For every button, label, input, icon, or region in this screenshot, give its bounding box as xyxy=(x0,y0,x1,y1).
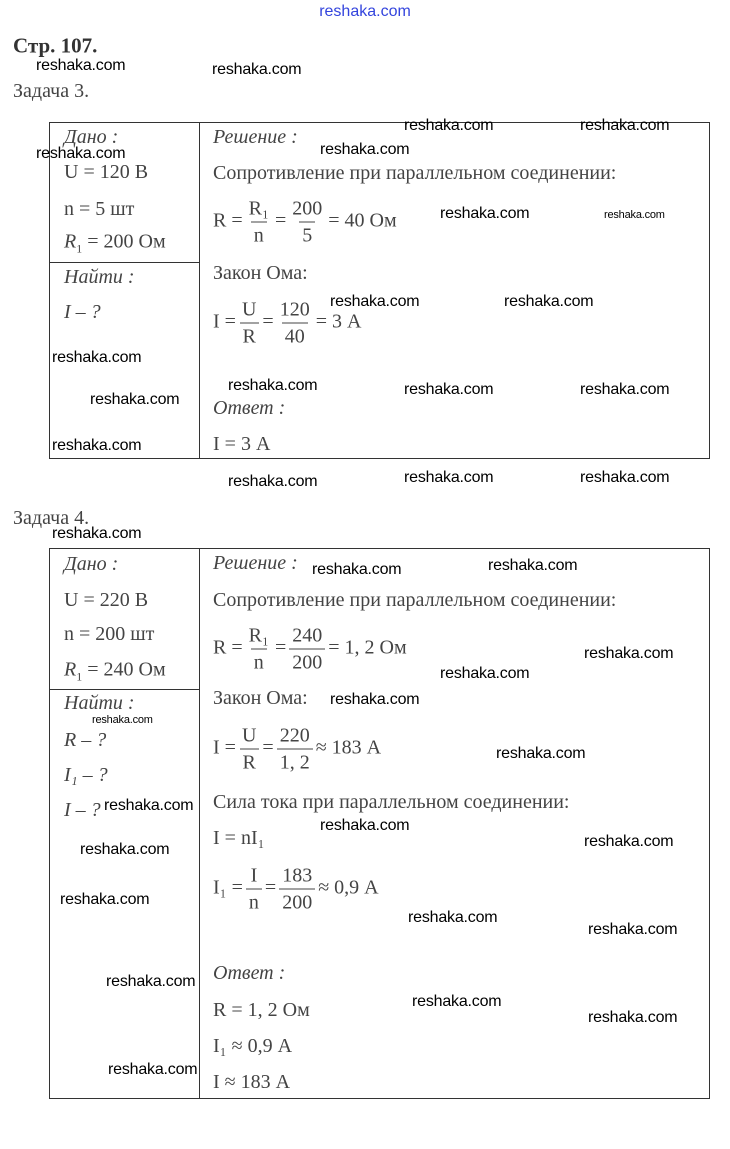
watermark: reshaka.com xyxy=(488,557,578,574)
formula-lhs: I = xyxy=(213,736,236,759)
task4-find-item: I₁ – ? xyxy=(64,764,108,786)
task3-formula1 xyxy=(213,196,397,249)
task4-find-item: I – ? xyxy=(64,799,101,821)
equals: = xyxy=(264,876,277,899)
formula-lhs: I = xyxy=(213,310,236,333)
watermark: reshaka.com xyxy=(60,891,150,908)
r-subscript: 1 xyxy=(76,669,83,684)
watermark: reshaka.com xyxy=(92,714,153,726)
denominator: 40 xyxy=(282,323,308,350)
watermark: reshaka.com xyxy=(588,1009,678,1026)
denominator: 200 xyxy=(289,649,325,676)
task4-answer: R = 1, 2 Ом xyxy=(213,999,310,1021)
task4-divider xyxy=(199,548,200,1098)
fraction xyxy=(246,196,272,249)
task3-given-item: U = 120 В xyxy=(64,161,149,183)
watermark: reshaka.com xyxy=(228,473,318,490)
watermark: reshaka.com xyxy=(404,469,494,486)
watermark: reshaka.com xyxy=(504,293,594,310)
formula-result: ≈ 183 А xyxy=(315,736,382,759)
r-symbol: R xyxy=(64,230,77,253)
task3-find-item: I – ? xyxy=(64,301,101,323)
task4-given-item xyxy=(64,660,166,683)
task4-line2: Закон Ома: xyxy=(213,687,308,709)
watermark: reshaka.com xyxy=(604,209,665,221)
task3-given-item xyxy=(64,232,166,255)
fraction xyxy=(239,297,259,350)
r-value: = 200 Ом xyxy=(87,230,166,253)
task3-solution-label: Решение : xyxy=(213,126,298,148)
fraction xyxy=(277,723,313,776)
watermark: reshaka.com xyxy=(580,117,670,134)
task4-solution-label: Решение : xyxy=(213,552,298,574)
task3-given-item: n = 5 шт xyxy=(64,198,135,220)
task4-answer: I ≈ 183 А xyxy=(213,1071,291,1093)
task3-given-label: Дано : xyxy=(64,126,119,148)
watermark: reshaka.com xyxy=(320,141,410,158)
numerator: R₁ xyxy=(248,624,269,647)
fraction xyxy=(279,863,315,916)
fraction xyxy=(239,723,259,776)
formula-lhs: I₁ = xyxy=(213,876,243,899)
numerator: 120 xyxy=(279,298,310,321)
watermark: reshaka.com xyxy=(52,525,142,542)
task3-line1: Сопротивление при параллельном соединении: xyxy=(213,162,617,184)
denominator: R xyxy=(240,323,259,350)
task3-title: Задача 3. xyxy=(13,80,90,102)
equals: = xyxy=(262,736,274,759)
denominator: 5 xyxy=(299,222,315,249)
equals: = xyxy=(274,209,287,232)
watermark: reshaka.com xyxy=(228,377,318,394)
task3-line2: Закон Ома: xyxy=(213,262,308,284)
denominator: 1, 2 xyxy=(277,749,313,776)
denominator: n xyxy=(251,222,267,249)
r-symbol: R xyxy=(64,658,77,681)
watermark: reshaka.com xyxy=(106,973,196,990)
watermark: reshaka.com xyxy=(412,993,502,1010)
header-watermark[interactable]: reshaka.com xyxy=(319,3,411,20)
denominator: n xyxy=(251,649,267,676)
watermark: reshaka.com xyxy=(408,909,498,926)
task3-answer-label: Ответ : xyxy=(213,397,286,419)
task4-given-item: n = 200 шт xyxy=(64,623,155,645)
numerator: 200 xyxy=(292,197,323,220)
numerator: R₁ xyxy=(248,197,269,220)
watermark: reshaka.com xyxy=(440,205,530,222)
watermark: reshaka.com xyxy=(440,665,530,682)
equals: = xyxy=(262,310,274,333)
task4-formula4 xyxy=(213,863,379,916)
watermark: reshaka.com xyxy=(80,841,170,858)
watermark: reshaka.com xyxy=(212,61,302,78)
watermark: reshaka.com xyxy=(52,437,142,454)
numerator: U xyxy=(241,298,257,321)
watermark: reshaka.com xyxy=(36,145,126,162)
task4-answer-label: Ответ : xyxy=(213,962,286,984)
task4-answer: I₁ ≈ 0,9 А xyxy=(213,1035,293,1057)
task4-formula1 xyxy=(213,623,407,676)
denominator: R xyxy=(240,749,259,776)
watermark: reshaka.com xyxy=(90,391,180,408)
formula-lhs: R = xyxy=(213,209,243,232)
numerator: 220 xyxy=(279,724,310,747)
task3-divider xyxy=(199,122,200,458)
numerator: 183 xyxy=(282,864,313,887)
numerator: I xyxy=(250,864,258,887)
fraction xyxy=(289,196,325,249)
r-subscript: 1 xyxy=(76,241,83,256)
fraction xyxy=(246,863,262,916)
task3-find-label: Найти : xyxy=(64,266,135,288)
formula-lhs: R = xyxy=(213,636,243,659)
watermark: reshaka.com xyxy=(312,561,402,578)
task3-divider xyxy=(49,262,199,263)
formula-result: ≈ 0,9 А xyxy=(318,876,379,899)
task4-formula3: I = nI₁ xyxy=(213,827,265,849)
task4-find-label: Найти : xyxy=(64,692,135,714)
watermark: reshaka.com xyxy=(496,745,586,762)
formula-result: = 40 Ом xyxy=(328,209,397,232)
watermark: reshaka.com xyxy=(330,293,420,310)
denominator: 200 xyxy=(279,889,315,916)
formula-result: = 3 А xyxy=(315,310,362,333)
numerator: 240 xyxy=(292,624,323,647)
watermark: reshaka.com xyxy=(36,57,126,74)
page-title: Стр. 107. xyxy=(13,33,98,58)
watermark: reshaka.com xyxy=(320,817,410,834)
task4-title: Задача 4. xyxy=(13,507,90,529)
watermark: reshaka.com xyxy=(404,381,494,398)
task4-find-item: R – ? xyxy=(64,729,107,751)
task4-divider xyxy=(49,689,199,690)
task4-given-label: Дано : xyxy=(64,553,119,575)
denominator: n xyxy=(246,889,262,916)
watermark: reshaka.com xyxy=(584,833,674,850)
watermark: reshaka.com xyxy=(584,645,674,662)
fraction xyxy=(277,297,313,350)
watermark: reshaka.com xyxy=(330,691,420,708)
watermark: reshaka.com xyxy=(404,117,494,134)
formula-result: = 1, 2 Ом xyxy=(328,636,407,659)
r-value: = 240 Ом xyxy=(87,658,166,681)
watermark: reshaka.com xyxy=(588,921,678,938)
watermark: reshaka.com xyxy=(580,381,670,398)
task4-line3: Сила тока при параллельном соединении: xyxy=(213,791,570,813)
watermark: reshaka.com xyxy=(108,1061,198,1078)
fraction xyxy=(289,623,325,676)
fraction xyxy=(246,623,272,676)
watermark: reshaka.com xyxy=(104,797,194,814)
watermark: reshaka.com xyxy=(580,469,670,486)
watermark: reshaka.com xyxy=(52,349,142,366)
task4-formula2 xyxy=(213,723,381,776)
task4-line1: Сопротивление при параллельном соединении: xyxy=(213,589,617,611)
numerator: U xyxy=(241,724,257,747)
equals: = xyxy=(274,636,287,659)
task4-given-item: U = 220 В xyxy=(64,589,149,611)
task3-answer: I = 3 А xyxy=(213,433,271,455)
